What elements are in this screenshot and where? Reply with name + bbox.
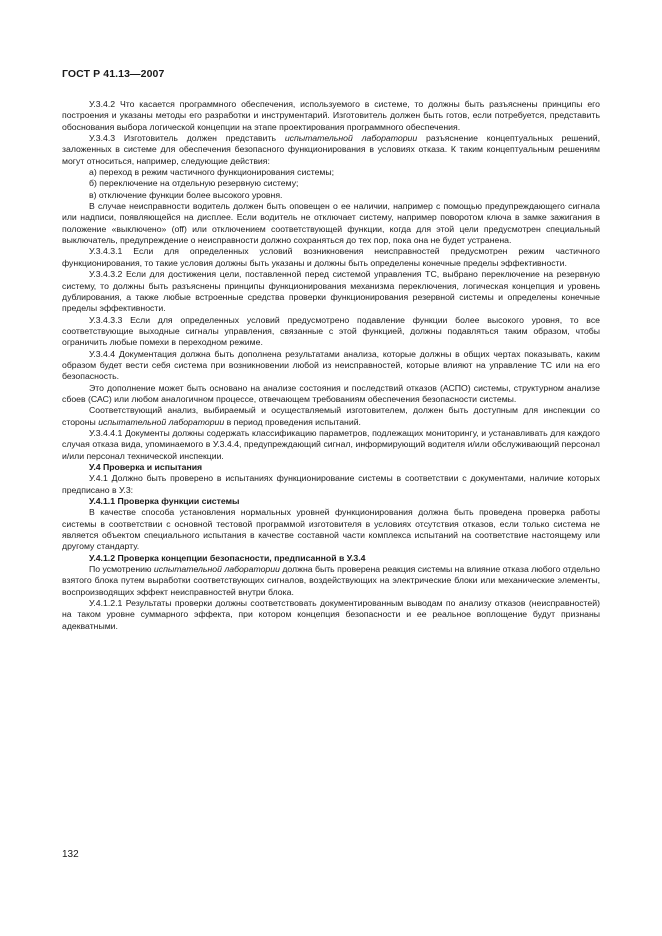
- paragraph: [62, 99, 600, 133]
- paragraph-text: В качестве способа установления нормальных уровней функционирования должна быть проведена проверка работы системы в соответствии с основной тестовой программой изготовителя в условиях отсутствия отказов, если только система не является объектом специального испытания в качестве составной части комплекса испытаний на соответствие настоящему или другому стандарту.: [62, 507, 600, 552]
- list-item: [62, 178, 600, 189]
- list-item: [62, 190, 600, 201]
- paragraph: [62, 315, 600, 349]
- paragraph-text: У.4.1.2.1 Результаты проверки должны соответствовать документированным выводам по анализу отказов (неисправностей) на таком уровне суммарного эффекта, при котором концепция безопасности и ее реальное воплощение будут признаны адекватными.: [62, 598, 600, 631]
- paragraph: [62, 269, 600, 314]
- paragraph-text: По усмотрению: [89, 564, 154, 575]
- paragraph-text: Это дополнение может быть основано на анализе состояния и последствий отказов (АСПО) системы, структурном анализе сбоев (САС) или любом аналогичном процессе, отвечающем требованиям обеспечения безопасности системы.: [62, 382, 600, 404]
- paragraph-text: б) переключение на отдельную резервную систему;: [89, 178, 299, 189]
- italic-term: испытательной лаборатории: [98, 416, 225, 427]
- paragraph-text: У.4.1.2 Проверка концепции безопасности, предписанной в У.3.4: [89, 552, 366, 563]
- paragraph-text: Соответствующий анализ, выбираемый и осуществляемый изготовителем, должен быть доступным для инспекции со стороны: [62, 405, 600, 427]
- paragraph-text: У.4 Проверка и испытания: [89, 462, 203, 472]
- paragraph-text: В случае неисправности водитель должен быть оповещен о ее наличии, например с помощью предупреждающего сигнала или надписи, появляющейся на дисплее. Если водитель не отключает систему, например поворотом ключа в замке зажигания в положение «выключено» (off) или отключением соответствующей функции, когда для этой цели предусмотрен специальный выключатель, предупреждение о неисправности должно сохраняться до тех пор, пока она не будет устранена.: [62, 201, 600, 246]
- paragraph: [62, 383, 600, 406]
- paragraph: [62, 598, 600, 632]
- paragraph: [62, 405, 600, 428]
- paragraph: [62, 428, 600, 462]
- page-header-standard-id: ГОСТ Р 41.13—2007: [62, 68, 165, 80]
- section-heading: [62, 496, 600, 507]
- paragraph-text: У.3.4.3.1 Если для определенных условий возникновения неисправностей предусмотрен режим частичного функционирования, то такие условия должны быть указаны и должны быть определены конечные пределы эффективности.: [62, 246, 600, 268]
- paragraph-text: должна быть проверена реакция системы на влияние отказа любого отдельно взятого блока путем выработки соответствующих сигналов, воздействующих на электрические блоки или механические элементы, воспроизводящих эффект неисправностей внутри блока.: [62, 564, 601, 597]
- paragraph: [62, 473, 600, 496]
- list-item: [62, 167, 600, 178]
- italic-term: испытательной лаборатории: [153, 564, 280, 575]
- paragraph: [62, 349, 600, 383]
- paragraph-text: У.3.4.2 Что касается программного обеспечения, используемого в системе, то должны быть разъяснены принципы его построения и указаны методы его разработки и инструментарий. Изготовитель должен быть готов, если потребуется, представить обоснования выбора логической концепции на этапе проектирования программного обеспечения.: [62, 99, 600, 132]
- document-body: [62, 99, 600, 632]
- paragraph-text: У.3.4.4.1 Документы должны содержать классификацию параметров, подлежащих мониторингу, и устанавливать для каждого случая отказа вида, упоминаемого в У.3.4.4, предупреждающий сигнал, информирующий водителя и/или обслуживающий персонал и/или персонал технической инспекции.: [62, 427, 600, 461]
- paragraph: [62, 246, 600, 269]
- paragraph-text: в период проведения испытаний.: [224, 416, 361, 427]
- paragraph-text: разъяснение концептуальных решений, заложенных в системе для обеспечения безопасного функционирования в условиях отказа. К таким концептуальным решениям могут относиться, например, следующие действия:: [62, 133, 600, 166]
- section-heading: [62, 553, 600, 564]
- italic-term: испытательной лаборатории: [284, 133, 418, 144]
- paragraph-text: У.4.1.1 Проверка функции системы: [89, 496, 240, 507]
- paragraph-text: У.3.4.3.2 Если для достижения цели, поставленной перед системой управления ТС, выбрано переключение на резервную систему, то должны быть разъяснены принципы функционирования механизма переключения, логическая концепция и уровень дублирования, а также любые встроенные средства проверки функционирования резервной системы и определены конечные пределы эффективности.: [62, 269, 600, 314]
- paragraph: [62, 564, 600, 598]
- paragraph-text: У.3.4.3.3 Если для определенных условий предусмотрено подавление функции более высокого уровня, то все соответствующие выходные сигналы управления, связанные с этой функцией, должны подавляться таким образом, чтобы ограничить любые помехи в переходном режиме.: [62, 314, 600, 348]
- paragraph-text: У.3.4.4 Документация должна быть дополнена результатами анализа, которые должны в общих чертах показывать, каким образом будет вести себя система при возникновении любой из неисправностей, которые влияют на управление ТС или на его безопасность.: [62, 348, 600, 382]
- paragraph-text: У.3.4.3 Изготовитель должен представить: [89, 133, 285, 144]
- page-number: 132: [62, 849, 79, 860]
- paragraph: [62, 133, 600, 167]
- paragraph-text: а) переход в режим частичного функционирования системы;: [89, 167, 335, 178]
- paragraph: [62, 201, 600, 246]
- section-heading: [62, 462, 600, 473]
- paragraph: [62, 507, 600, 552]
- paragraph-text: У.4.1 Должно быть проверено в испытаниях функционирование системы в соответствии с документами, наличие которых предписано в У.3:: [62, 473, 600, 495]
- paragraph-text: в) отключение функции более высокого уровня.: [89, 189, 283, 200]
